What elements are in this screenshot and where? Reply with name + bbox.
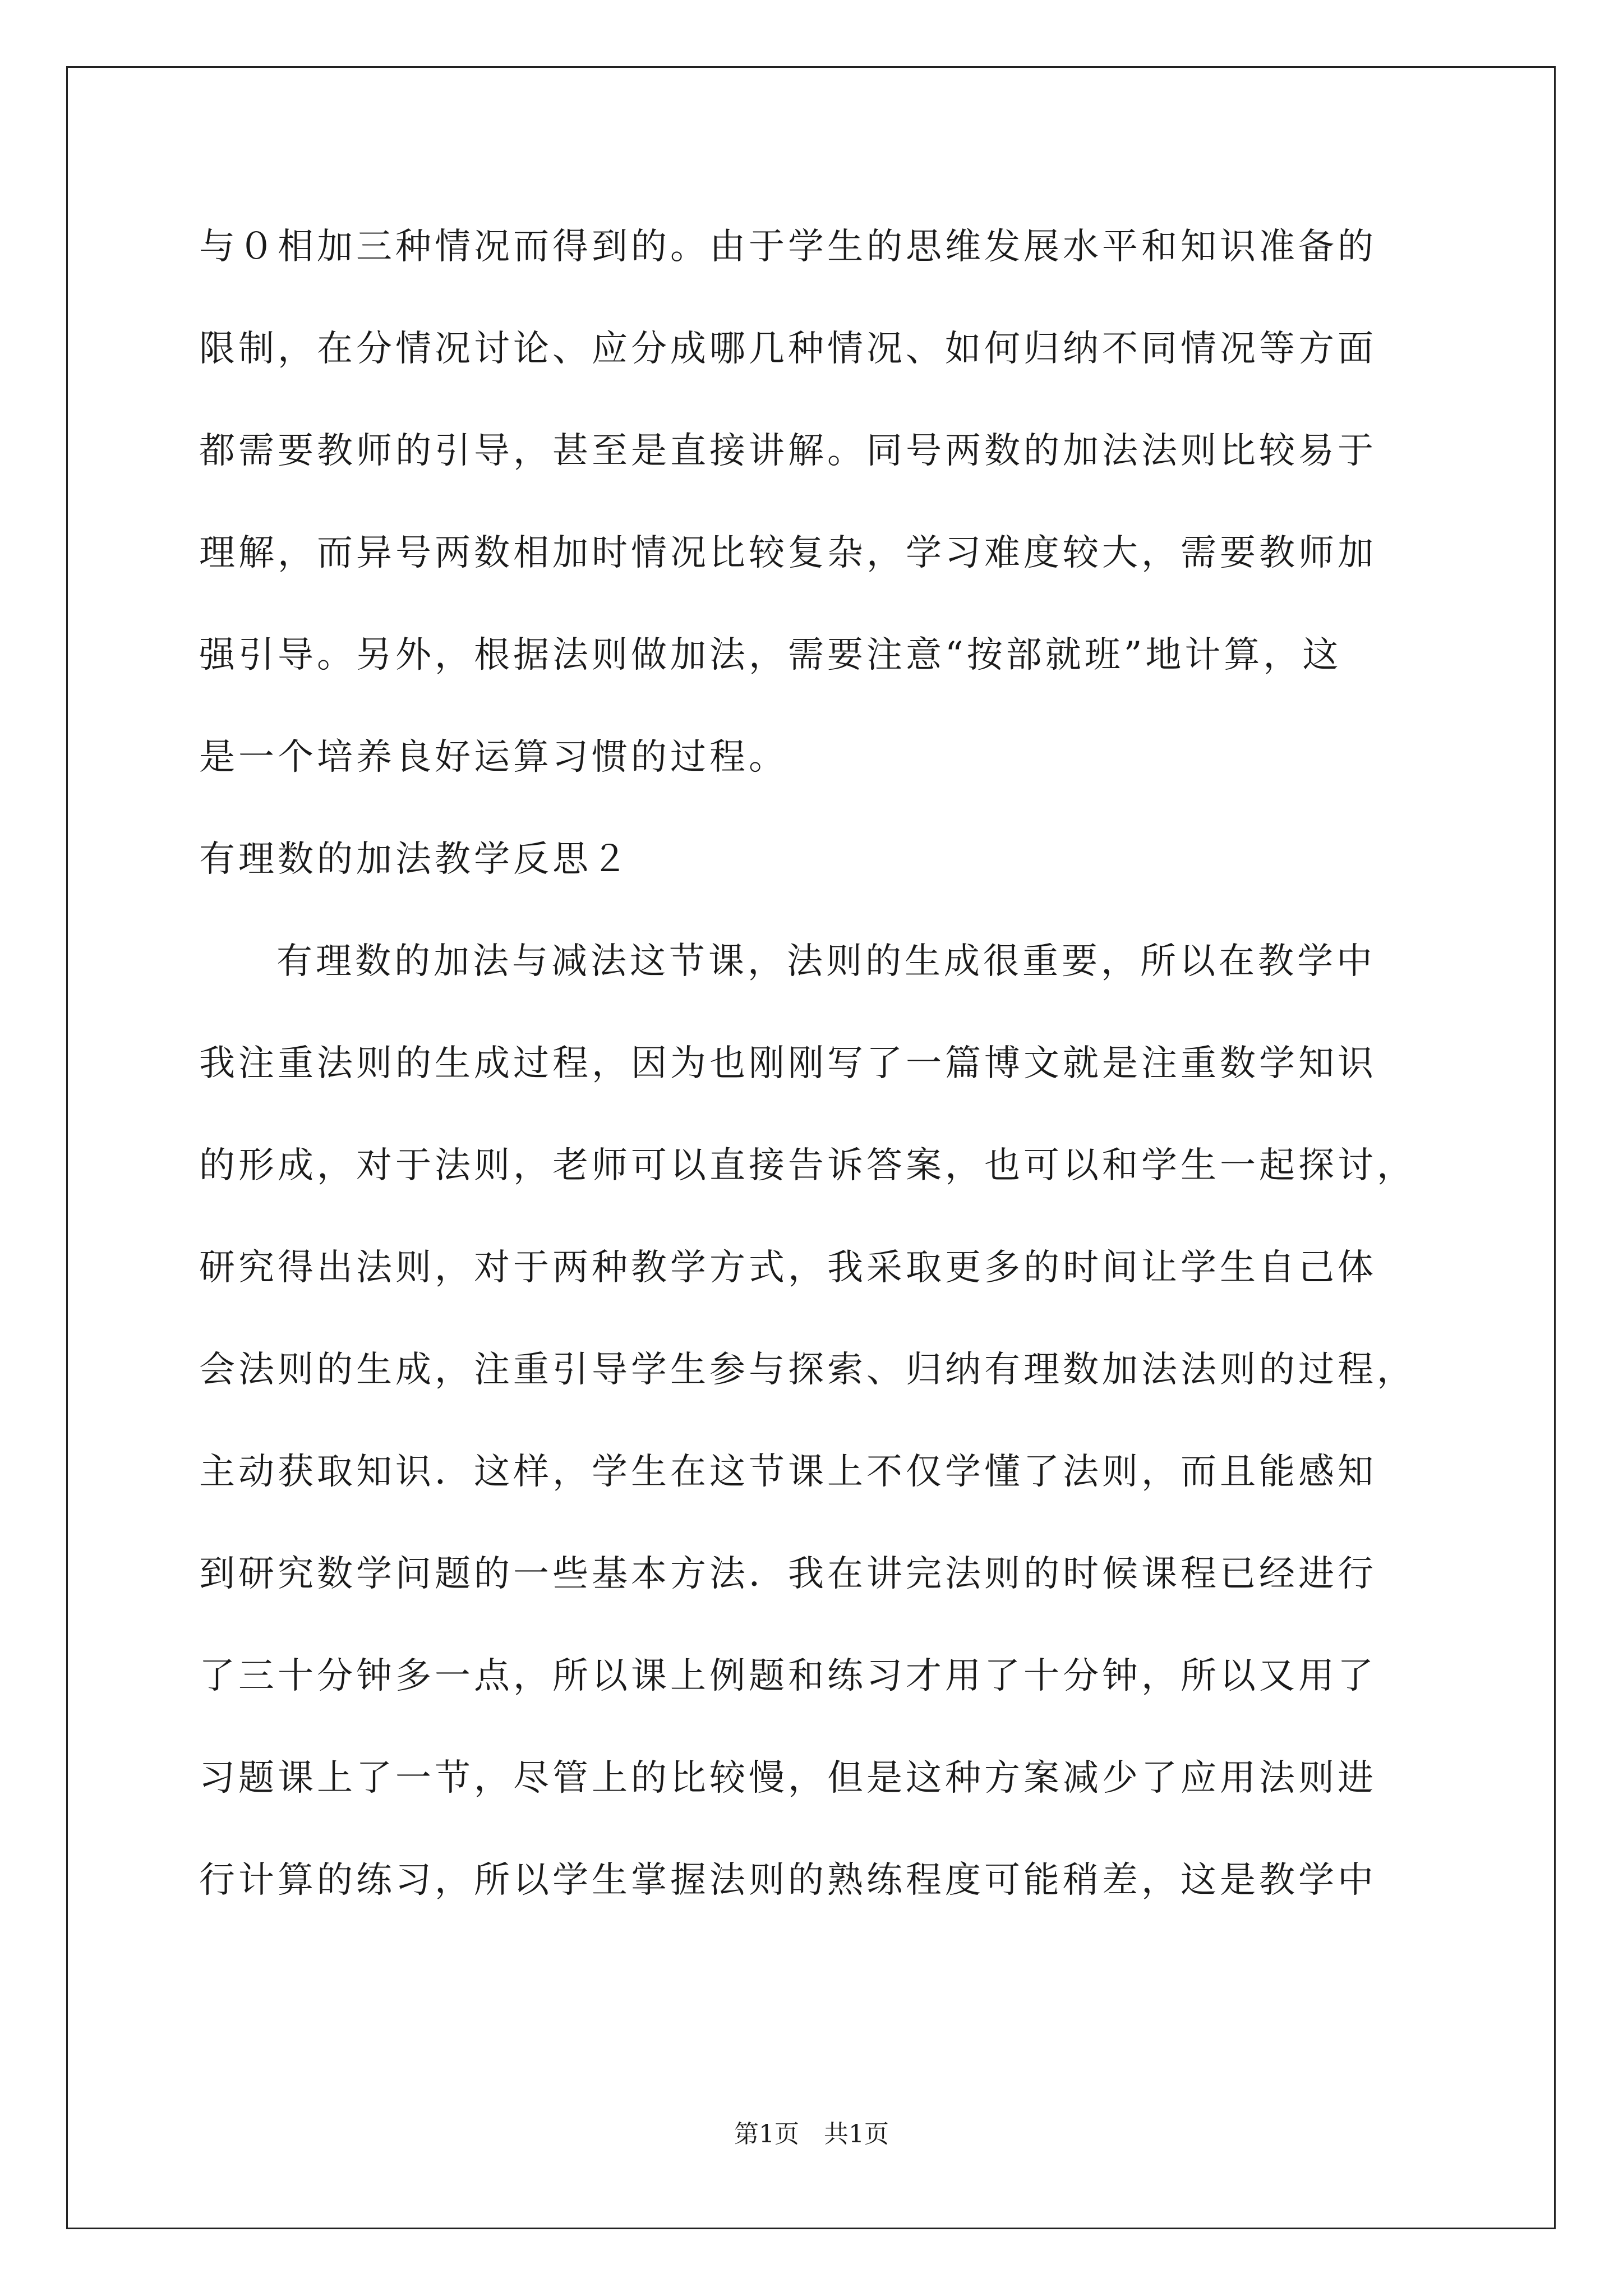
paragraph-line: 与０相加三种情况而得到的。由于学生的思维发展水平和知识准备的	[199, 226, 1377, 268]
section-heading: 有理数的加法教学反思２	[199, 839, 631, 880]
paragraph-line: 的形成，对于法则，老师可以直接告诉答案，也可以和学生一起探讨，	[199, 1145, 1416, 1186]
paragraph-line: 到研究数学问题的一些基本方法．我在讲完法则的时候课程已经进行	[199, 1553, 1377, 1595]
page-footer	[0, 2118, 1623, 2151]
paragraph-line: 限制，在分情况讨论、应分成哪几种情况、如何归纳不同情况等方面	[199, 328, 1377, 370]
paragraph-line: 行计算的练习，所以学生掌握法则的熟练程度可能稍差，这是教学中	[199, 1860, 1377, 1901]
paragraph-line: 理解，而异号两数相加时情况比较复杂，学习难度较大，需要教师加	[199, 532, 1377, 574]
paragraph-line: 主动获取知识．这样，学生在这节课上不仅学懂了法则，而且能感知	[199, 1451, 1377, 1493]
page-total: 共1页	[824, 2120, 889, 2148]
document-body	[199, 208, 1422, 1943]
paragraph-line: 我注重法则的生成过程，因为也刚刚写了一篇博文就是注重数学知识	[199, 1043, 1377, 1084]
page-number: 第1页	[734, 2120, 799, 2148]
paragraph-line: 有理数的加法与减法这节课，法则的生成很重要，所以在教学中	[276, 941, 1376, 982]
paragraph-line: 都需要教师的引导，甚至是直接讲解。同号两数的加法法则比较易于	[199, 430, 1377, 472]
paragraph-line: 会法则的生成，注重引导学生参与探索、归纳有理数加法法则的过程，	[199, 1349, 1416, 1391]
paragraph-line: 是一个培养良好运算习惯的过程。	[199, 737, 788, 778]
paragraph-line: 研究得出法则，对于两种教学方式，我采取更多的时间让学生自己体	[199, 1247, 1377, 1289]
paragraph-line: 习题课上了一节，尽管上的比较慢，但是这种方案减少了应用法则进	[199, 1757, 1377, 1799]
paragraph-line: 了三十分钟多一点，所以课上例题和练习才用了十分钟，所以又用了	[199, 1655, 1377, 1697]
paragraph-line: 强引导。另外，根据法则做加法，需要注意“按部就班”地计算，这	[199, 634, 1342, 676]
